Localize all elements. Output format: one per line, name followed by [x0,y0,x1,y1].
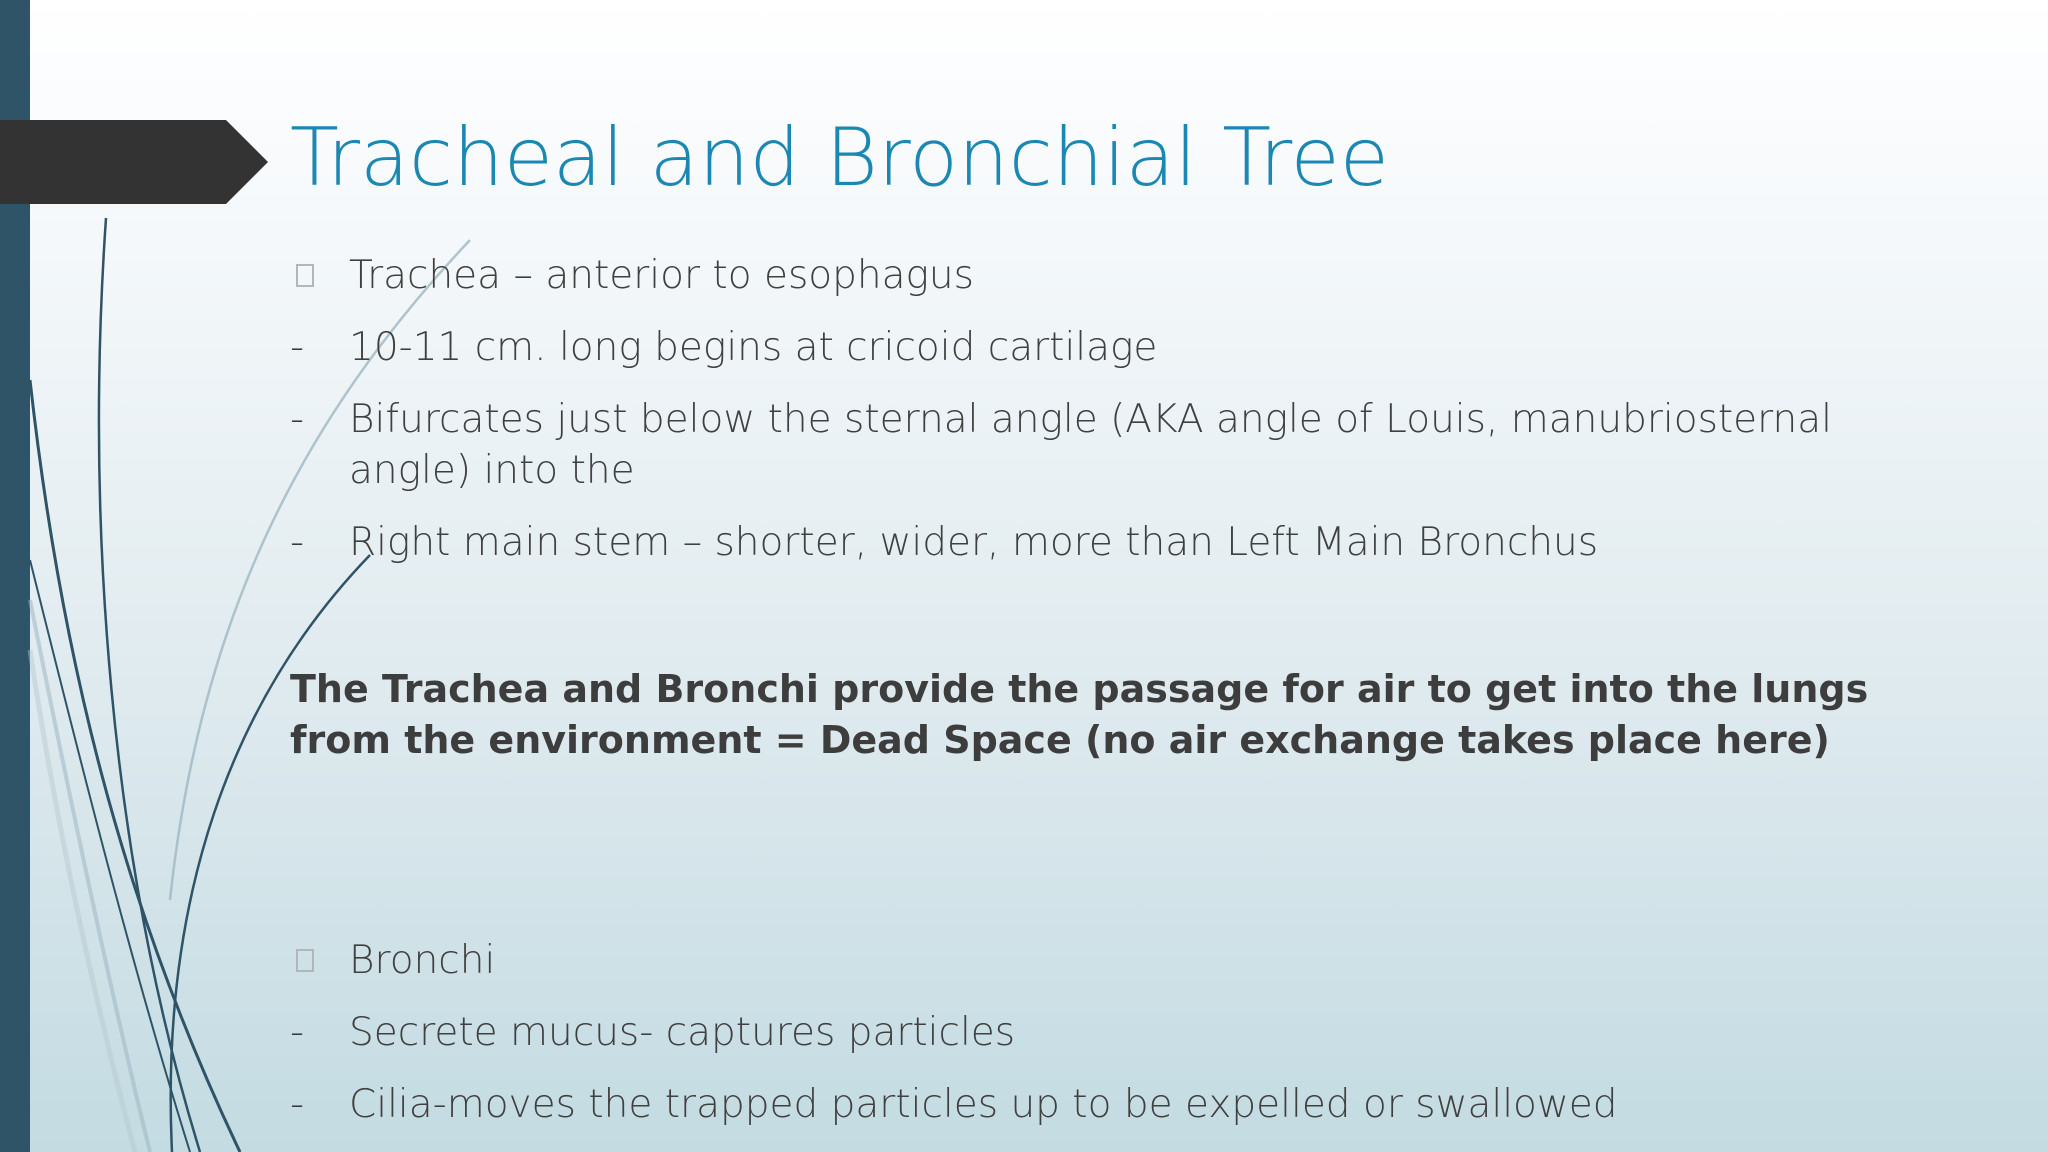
trachea-list [290,250,1850,589]
list-item-text: Bronchi [349,938,496,983]
slide-title: Tracheal and Bronchial Tree [290,111,1389,204]
checkbox-bullet-icon [290,935,349,986]
list-item-text: Right main stem – shorter, wider, more than Left Main Bronchus [349,520,1599,565]
list-item-text: 10-11 cm. long begins at cricoid cartilage [349,325,1158,370]
list-item [290,394,1850,496]
dash-bullet: - [290,325,305,370]
bronchi-list [290,935,1850,1151]
list-item [290,1007,1850,1058]
list-item [290,322,1850,373]
list-item-text: Bifurcates just below the sternal angle (AKA angle of Louis, manubriosternal angle) into the [349,397,1832,493]
list-item [290,250,1850,301]
dash-bullet: - [290,397,305,442]
list-item-text: Cilia-moves the trapped particles up to be expelled or swallowed [349,1082,1618,1127]
checkbox-bullet-icon [290,250,349,301]
dash-bullet: - [290,1082,305,1127]
list-item [290,517,1850,568]
list-item [290,1079,1850,1130]
list-item-text: Trachea – anterior to esophagus [349,253,974,298]
list-item [290,935,1850,986]
title-arrow-tab [0,0,270,210]
dash-bullet: - [290,1010,305,1055]
dead-space-note: The Trachea and Bronchi provide the passage for air to get into the lungs from the environment = Dead Space (no air exchange takes place here) [290,667,1869,762]
dash-bullet: - [290,520,305,565]
list-item-text: Secrete mucus- captures particles [349,1010,1016,1055]
